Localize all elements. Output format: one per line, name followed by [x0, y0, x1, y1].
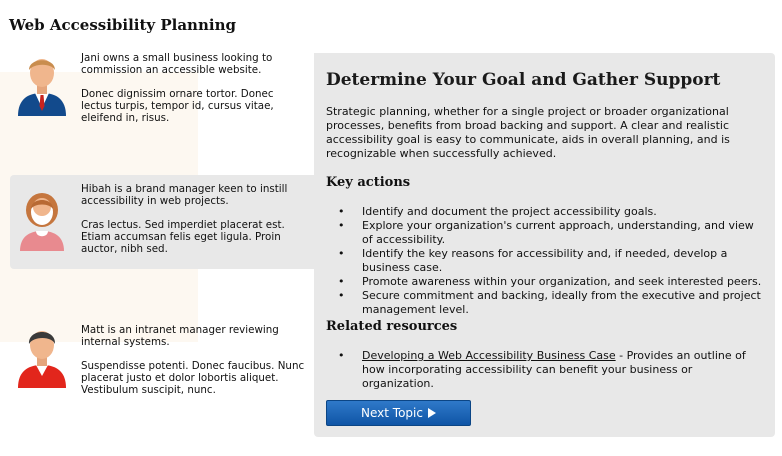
resource-description: - Provides an outline of how incorporating accessibility can benefit your business or organization.: [362, 349, 746, 390]
key-action-item: • Explore your organization's current approach, understanding, and view of accessibility.: [362, 219, 767, 247]
woman-avatar-icon: [15, 183, 69, 251]
related-resources-list: [362, 349, 767, 391]
persona-card-jani[interactable]: [10, 44, 314, 134]
next-topic-label: Next Topic: [361, 406, 423, 420]
businessman-avatar-icon: [15, 48, 69, 116]
persona-detail: Cras lectus. Sed imperdiet placerat est. Etiam accumsan felis eget ligula. Proin auctor, nibh sed.: [81, 219, 285, 255]
key-action-item: • Identify and document the project accessibility goals.: [362, 205, 767, 219]
persona-detail: Donec dignissim ornare tortor. Donec lectus turpis, tempor id, cursus vitae, eleifend in, risus.: [81, 88, 274, 124]
key-actions-list: [362, 205, 767, 317]
page-title: Web Accessibility Planning: [9, 16, 236, 34]
key-action-item: • Promote awareness within your organization, and seek interested peers.: [362, 275, 767, 289]
persona-card-matt[interactable]: [10, 316, 314, 406]
key-action-item: • Secure commitment and backing, ideally from the executive and project management level.: [362, 289, 767, 317]
persona-intro: Jani owns a small business looking to commission an accessible website.: [81, 52, 273, 76]
business-case-link[interactable]: Developing a Web Accessibility Business Case: [362, 349, 616, 362]
persona-intro: Hibah is a brand manager keen to instill accessibility in web projects.: [81, 183, 288, 207]
persona-card-hibah[interactable]: [10, 175, 314, 269]
play-arrow-icon: [428, 408, 436, 418]
key-action-item: • Identify the key reasons for accessibility and, if needed, develop a business case.: [362, 247, 767, 275]
related-resources-heading: Related resources: [326, 319, 458, 334]
persona-intro: Matt is an intranet manager reviewing internal systems.: [81, 324, 279, 348]
topic-panel: [314, 53, 775, 437]
persona-detail: Suspendisse potenti. Donec faucibus. Nunc placerat justo et dolor lobortis aliquet. Vestibulum suscipit, nunc.: [81, 360, 305, 396]
topic-title: Determine Your Goal and Gather Support: [326, 70, 721, 90]
topic-intro: Strategic planning, whether for a single project or broader organizational processes, benefits from broad backing and support. A clear and realistic accessibility goal is easy to communicate, aids in overall planning, and is recognizable when successfully achieved.: [326, 105, 730, 160]
key-actions-heading: Key actions: [326, 175, 411, 190]
resource-item: [362, 349, 767, 391]
man-avatar-icon: [15, 320, 69, 388]
next-topic-button[interactable]: [326, 400, 471, 426]
